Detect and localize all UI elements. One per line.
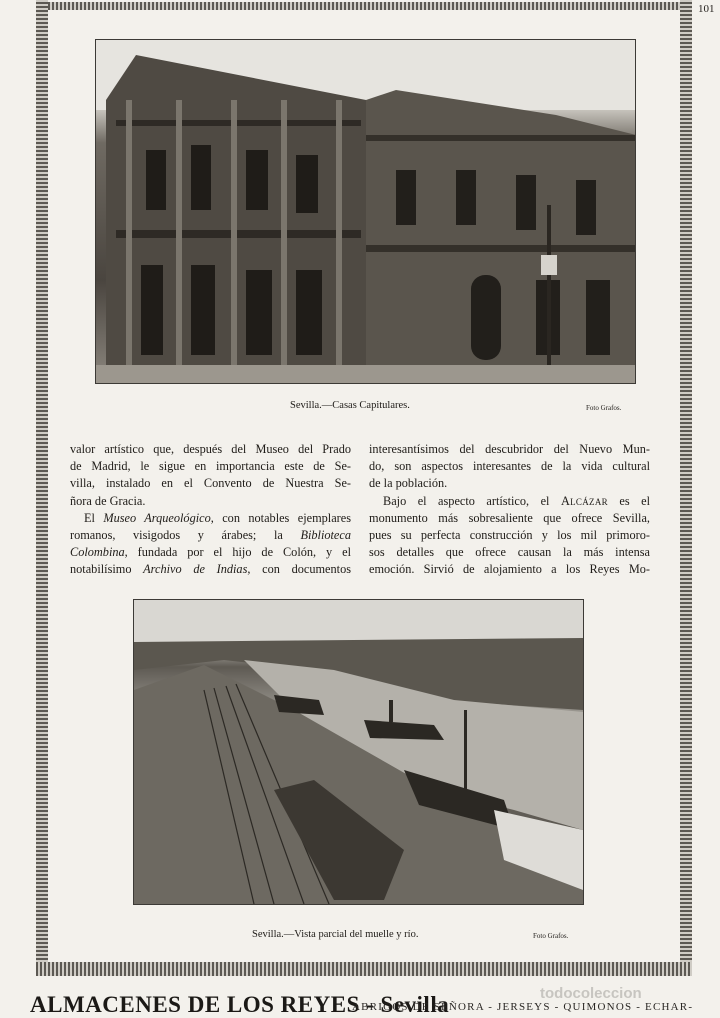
text-line: Bajo el aspecto artístico, el Alcázar es el: [383, 493, 650, 508]
text-line: sos detalles que ofrece causan la más intensa: [369, 545, 650, 560]
text-line: monumento más sobresaliente que ofrece Sevilla,: [369, 510, 650, 525]
article-paragraph: [70, 441, 351, 510]
bottom-ornamental-border: [36, 962, 692, 976]
page-number: 101: [698, 3, 715, 15]
text-line: romanos, visigodos y árabes; la Biblioteca: [70, 528, 351, 543]
photo-caption-casas-capitulares: Sevilla.—Casas Capitulares.: [290, 400, 410, 411]
top-ornamental-border: [48, 2, 680, 10]
store-advertisement-products: ABRIGOS DE SEÑORA - JERSEYS - QUIMONOS - ECHAR-: [352, 1001, 694, 1013]
watermark-logo: todocoleccion: [540, 985, 642, 1002]
text-line: Colombina, fundada por el hijo de Colón, y el: [70, 545, 351, 560]
building-illustration: [96, 40, 635, 383]
photo-credit-2: Foto Grafos.: [533, 932, 569, 940]
text-line: ñora de Gracia.: [70, 493, 146, 508]
archivo-de-indias-title: Archivo de Indias: [143, 562, 248, 577]
text-line: villa, instalado en el Convento de Nuestra Se-: [70, 476, 351, 491]
text-line: valor artístico que, después del Museo del Prado: [70, 442, 351, 456]
article-paragraph: [369, 493, 650, 579]
text-line: de Madrid, le sigue en importancia este de Se-: [70, 459, 351, 474]
text-line: emoción. Sirvió de alojamiento a los Reyes Mo-: [369, 562, 650, 577]
right-ornamental-border: [680, 0, 692, 968]
left-ornamental-border: [36, 0, 48, 968]
harbor-illustration: [134, 600, 583, 904]
museo-arqueologico-title: Museo Arqueológico: [103, 510, 211, 525]
article-column-right: [369, 441, 650, 579]
text-line: interesantísimos del descubridor del Nuevo Mun-: [369, 442, 650, 456]
text-line: pues su perfecta construcción y los mil primoro-: [369, 528, 650, 543]
article-paragraph: [369, 441, 650, 493]
store-advertisement-title: ALMACENES DE LOS REYES - Sevilla: [30, 992, 450, 1017]
photo-casas-capitulares: [95, 39, 636, 384]
text-line: de la población.: [369, 476, 448, 491]
article-paragraph: [70, 510, 351, 579]
text-line: do, son aspectos interesantes de la vida cultural: [369, 459, 650, 474]
text-line: El Museo Arqueológico, con notables ejemplares: [84, 510, 351, 525]
photo-credit-1: Foto Grafos.: [586, 404, 622, 412]
biblioteca-title: Biblioteca: [300, 528, 351, 543]
alcazar-name: Alcázar: [560, 493, 608, 508]
text-line: notabilísimo Archivo de Indias, con documentos: [70, 562, 352, 577]
photo-caption-muelle: Sevilla.—Vista parcial del muelle y río.: [252, 929, 419, 940]
colombina-title: Colombina: [70, 545, 125, 560]
photo-muelle-y-rio: [133, 599, 584, 905]
article-column-left: [70, 441, 351, 579]
